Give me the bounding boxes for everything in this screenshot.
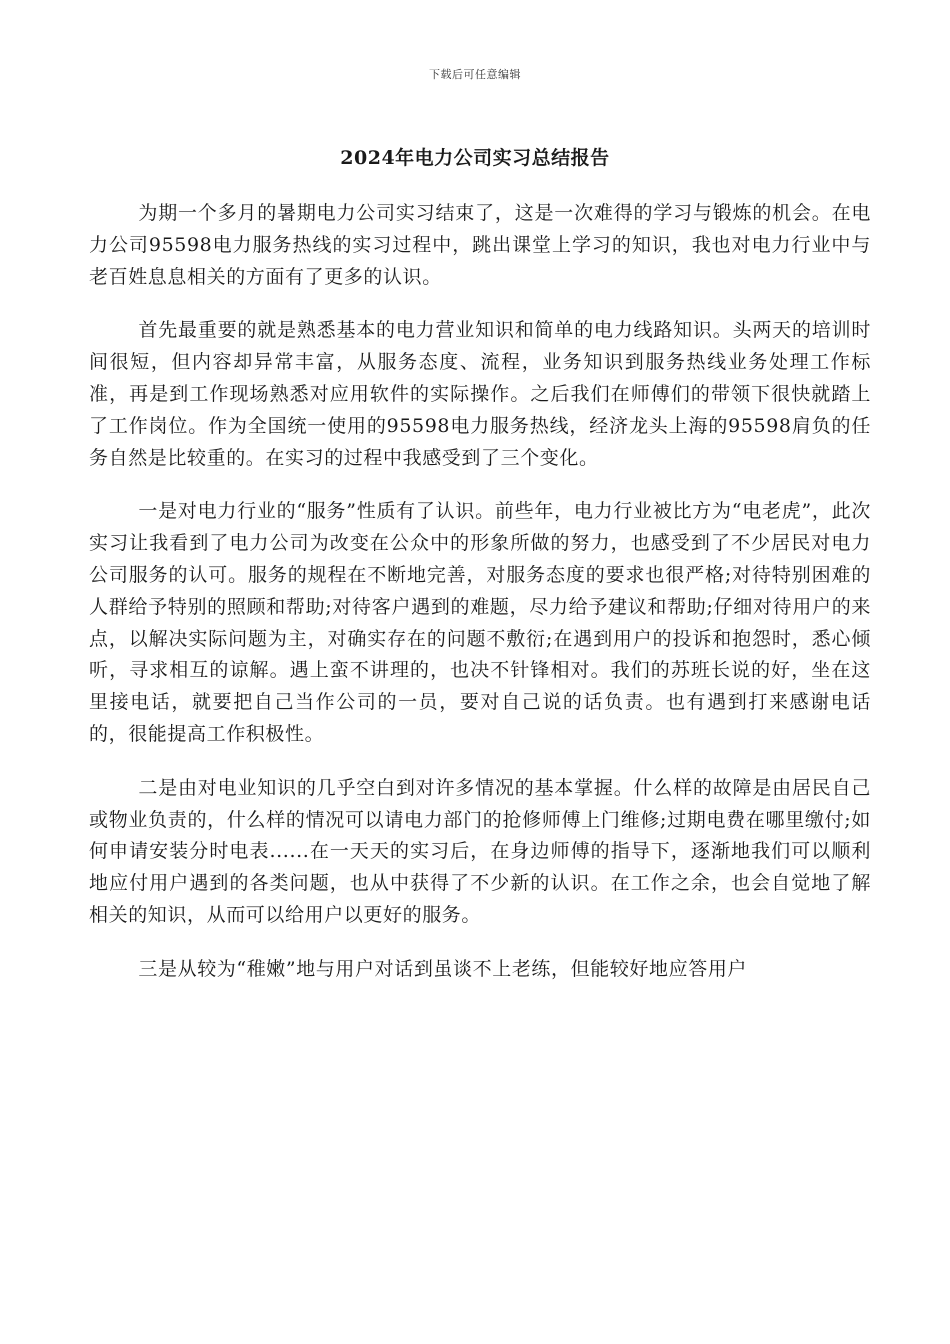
header-note: 下载后可任意编辑 (429, 68, 521, 81)
paragraph-intro: 为期一个多月的暑期电力公司实习结束了，这是一次难得的学习与锻炼的机会。在电力公司95598电力服务热线的实习过程中，跳出课堂上学习的知识，我也对电力行业中与老百姓息息相关的方面有了更多的认识。 (89, 202, 871, 288)
document-title: 2024年电力公司实习总结报告 (340, 147, 610, 169)
paragraph-change-two: 二是由对电业知识的几乎空白到对许多情况的基本掌握。什么样的故障是由居民自己或物业负责的，什么样的情况可以请电力部门的抢修师傅上门维修;过期电费在哪里缴付;如何申请安装分时电表......在一天天的实习后，在身边师傅的指导下，逐渐地我们可以顺利地应付用户遇到的各类问题，也从中获得了不少新的认识。在工作之余，也会自觉地了解相关的知识，从而可以给用户以更好的服务。 (89, 776, 871, 926)
paragraph-training: 首先最重要的就是熟悉基本的电力营业知识和简单的电力线路知识。头两天的培训时间很短，但内容却异常丰富，从服务态度、流程，业务知识到服务热线业务处理工作标准，再是到工作现场熟悉对应用软件的实际操作。之后我们在师傅们的带领下很快就踏上了工作岗位。作为全国统一使用的95598电力服务热线，经济龙头上海的95598肩负的任务自然是比较重的。在实习的过程中我感受到了三个变化。 (89, 319, 871, 469)
document-body (89, 198, 871, 1008)
paragraph-change-three: 三是从较为“稚嫩”地与用户对话到虽谈不上老练，但能较好地应答用户 (138, 957, 748, 980)
paragraph-change-one: 一是对电力行业的“服务”性质有了认识。前些年，电力行业被比方为“电老虎”，此次实习让我看到了电力公司为改变在公众中的形象所做的努力，也感受到了不少居民对电力公司服务的认可。服务的规程在不断地完善，对服务态度的要求也很严格;对待特别困难的人群给予特别的照顾和帮助;对待客户遇到的难题，尽力给予建议和帮助;仔细对待用户的来点，以解决实际问题为主，对确实存在的问题不敷衍;在遇到用户的投诉和抱怨时，悉心倾听，寻求相互的谅解。遇上蛮不讲理的，也决不针锋相对。我们的苏班长说的好，坐在这里接电话，就要把自己当作公司的一员，要对自己说的话负责。也有遇到打来感谢电话的，很能提高工作积极性。 (89, 500, 871, 745)
